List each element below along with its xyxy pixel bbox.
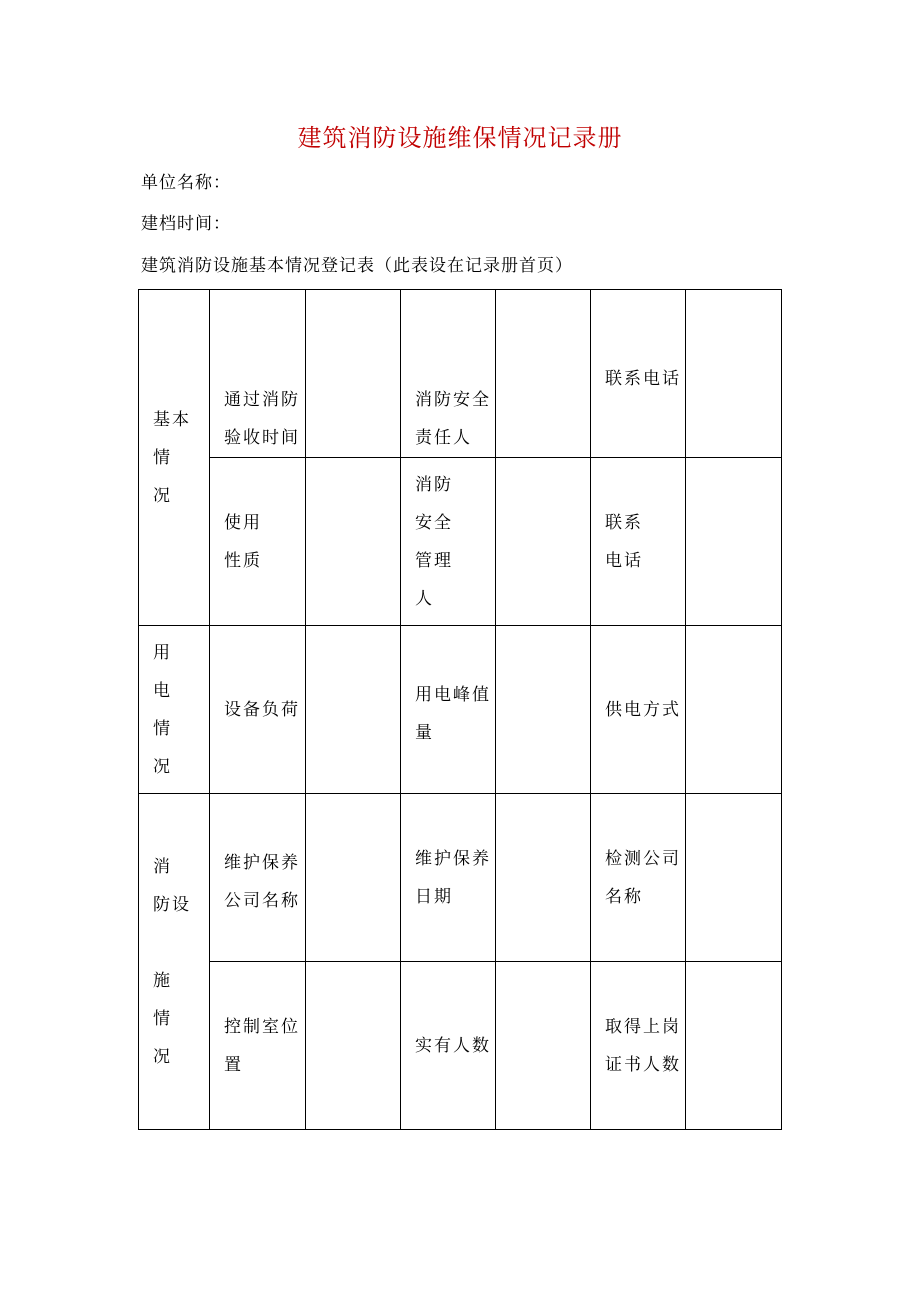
section-facility-label: 消 防设 施 情 况 (139, 794, 210, 1130)
value-contact-phone[interactable] (686, 290, 782, 458)
label-maintenance-company: 维护保养 公司名称 (210, 794, 306, 962)
label-contact-phone-2: 联系 电话 (591, 458, 686, 626)
section-basic-label: 基本 情 况 (139, 290, 210, 626)
page-title: 建筑消防设施维保情况记录册 (297, 124, 623, 152)
table-caption: 建筑消防设施基本情况登记表（此表设在记录册首页） (141, 256, 573, 276)
label-power-supply-mode: 供电方式 (591, 626, 686, 794)
label-maintenance-date: 维护保养 日期 (401, 794, 496, 962)
value-acceptance-time[interactable] (306, 290, 401, 458)
label-safety-manager: 消防 安全 管理 人 (401, 458, 496, 626)
table-row (139, 290, 782, 458)
value-inspection-company[interactable] (686, 794, 782, 962)
table-row (139, 962, 782, 1130)
value-usage-nature[interactable] (306, 458, 401, 626)
label-inspection-company: 检测公司 名称 (591, 794, 686, 962)
value-control-room-location[interactable] (306, 962, 401, 1130)
label-control-room-location: 控制室位 置 (210, 962, 306, 1130)
unit-name-label: 单位名称： (141, 173, 231, 193)
table-row (139, 626, 782, 794)
label-safety-responsible: 消防安全 责任人 (401, 290, 496, 458)
value-safety-responsible[interactable] (496, 290, 591, 458)
value-power-supply-mode[interactable] (686, 626, 782, 794)
label-actual-headcount: 实有人数 (401, 962, 496, 1130)
table-row (139, 458, 782, 626)
value-peak-power[interactable] (496, 626, 591, 794)
value-safety-manager[interactable] (496, 458, 591, 626)
facility-registration-table (138, 289, 782, 1130)
table-row (139, 794, 782, 962)
label-certified-headcount: 取得上岗 证书人数 (591, 962, 686, 1130)
label-contact-phone: 联系电话 (591, 290, 686, 458)
value-actual-headcount[interactable] (496, 962, 591, 1130)
archive-time-label: 建档时间： (141, 214, 231, 234)
value-maintenance-company[interactable] (306, 794, 401, 962)
label-usage-nature: 使用 性质 (210, 458, 306, 626)
label-equipment-load: 设备负荷 (210, 626, 306, 794)
label-acceptance-time: 通过消防 验收时间 (210, 290, 306, 458)
section-power-label: 用 电 情 况 (139, 626, 210, 794)
value-equipment-load[interactable] (306, 626, 401, 794)
label-peak-power: 用电峰值 量 (401, 626, 496, 794)
value-contact-phone-2[interactable] (686, 458, 782, 626)
value-certified-headcount[interactable] (686, 962, 782, 1130)
value-maintenance-date[interactable] (496, 794, 591, 962)
